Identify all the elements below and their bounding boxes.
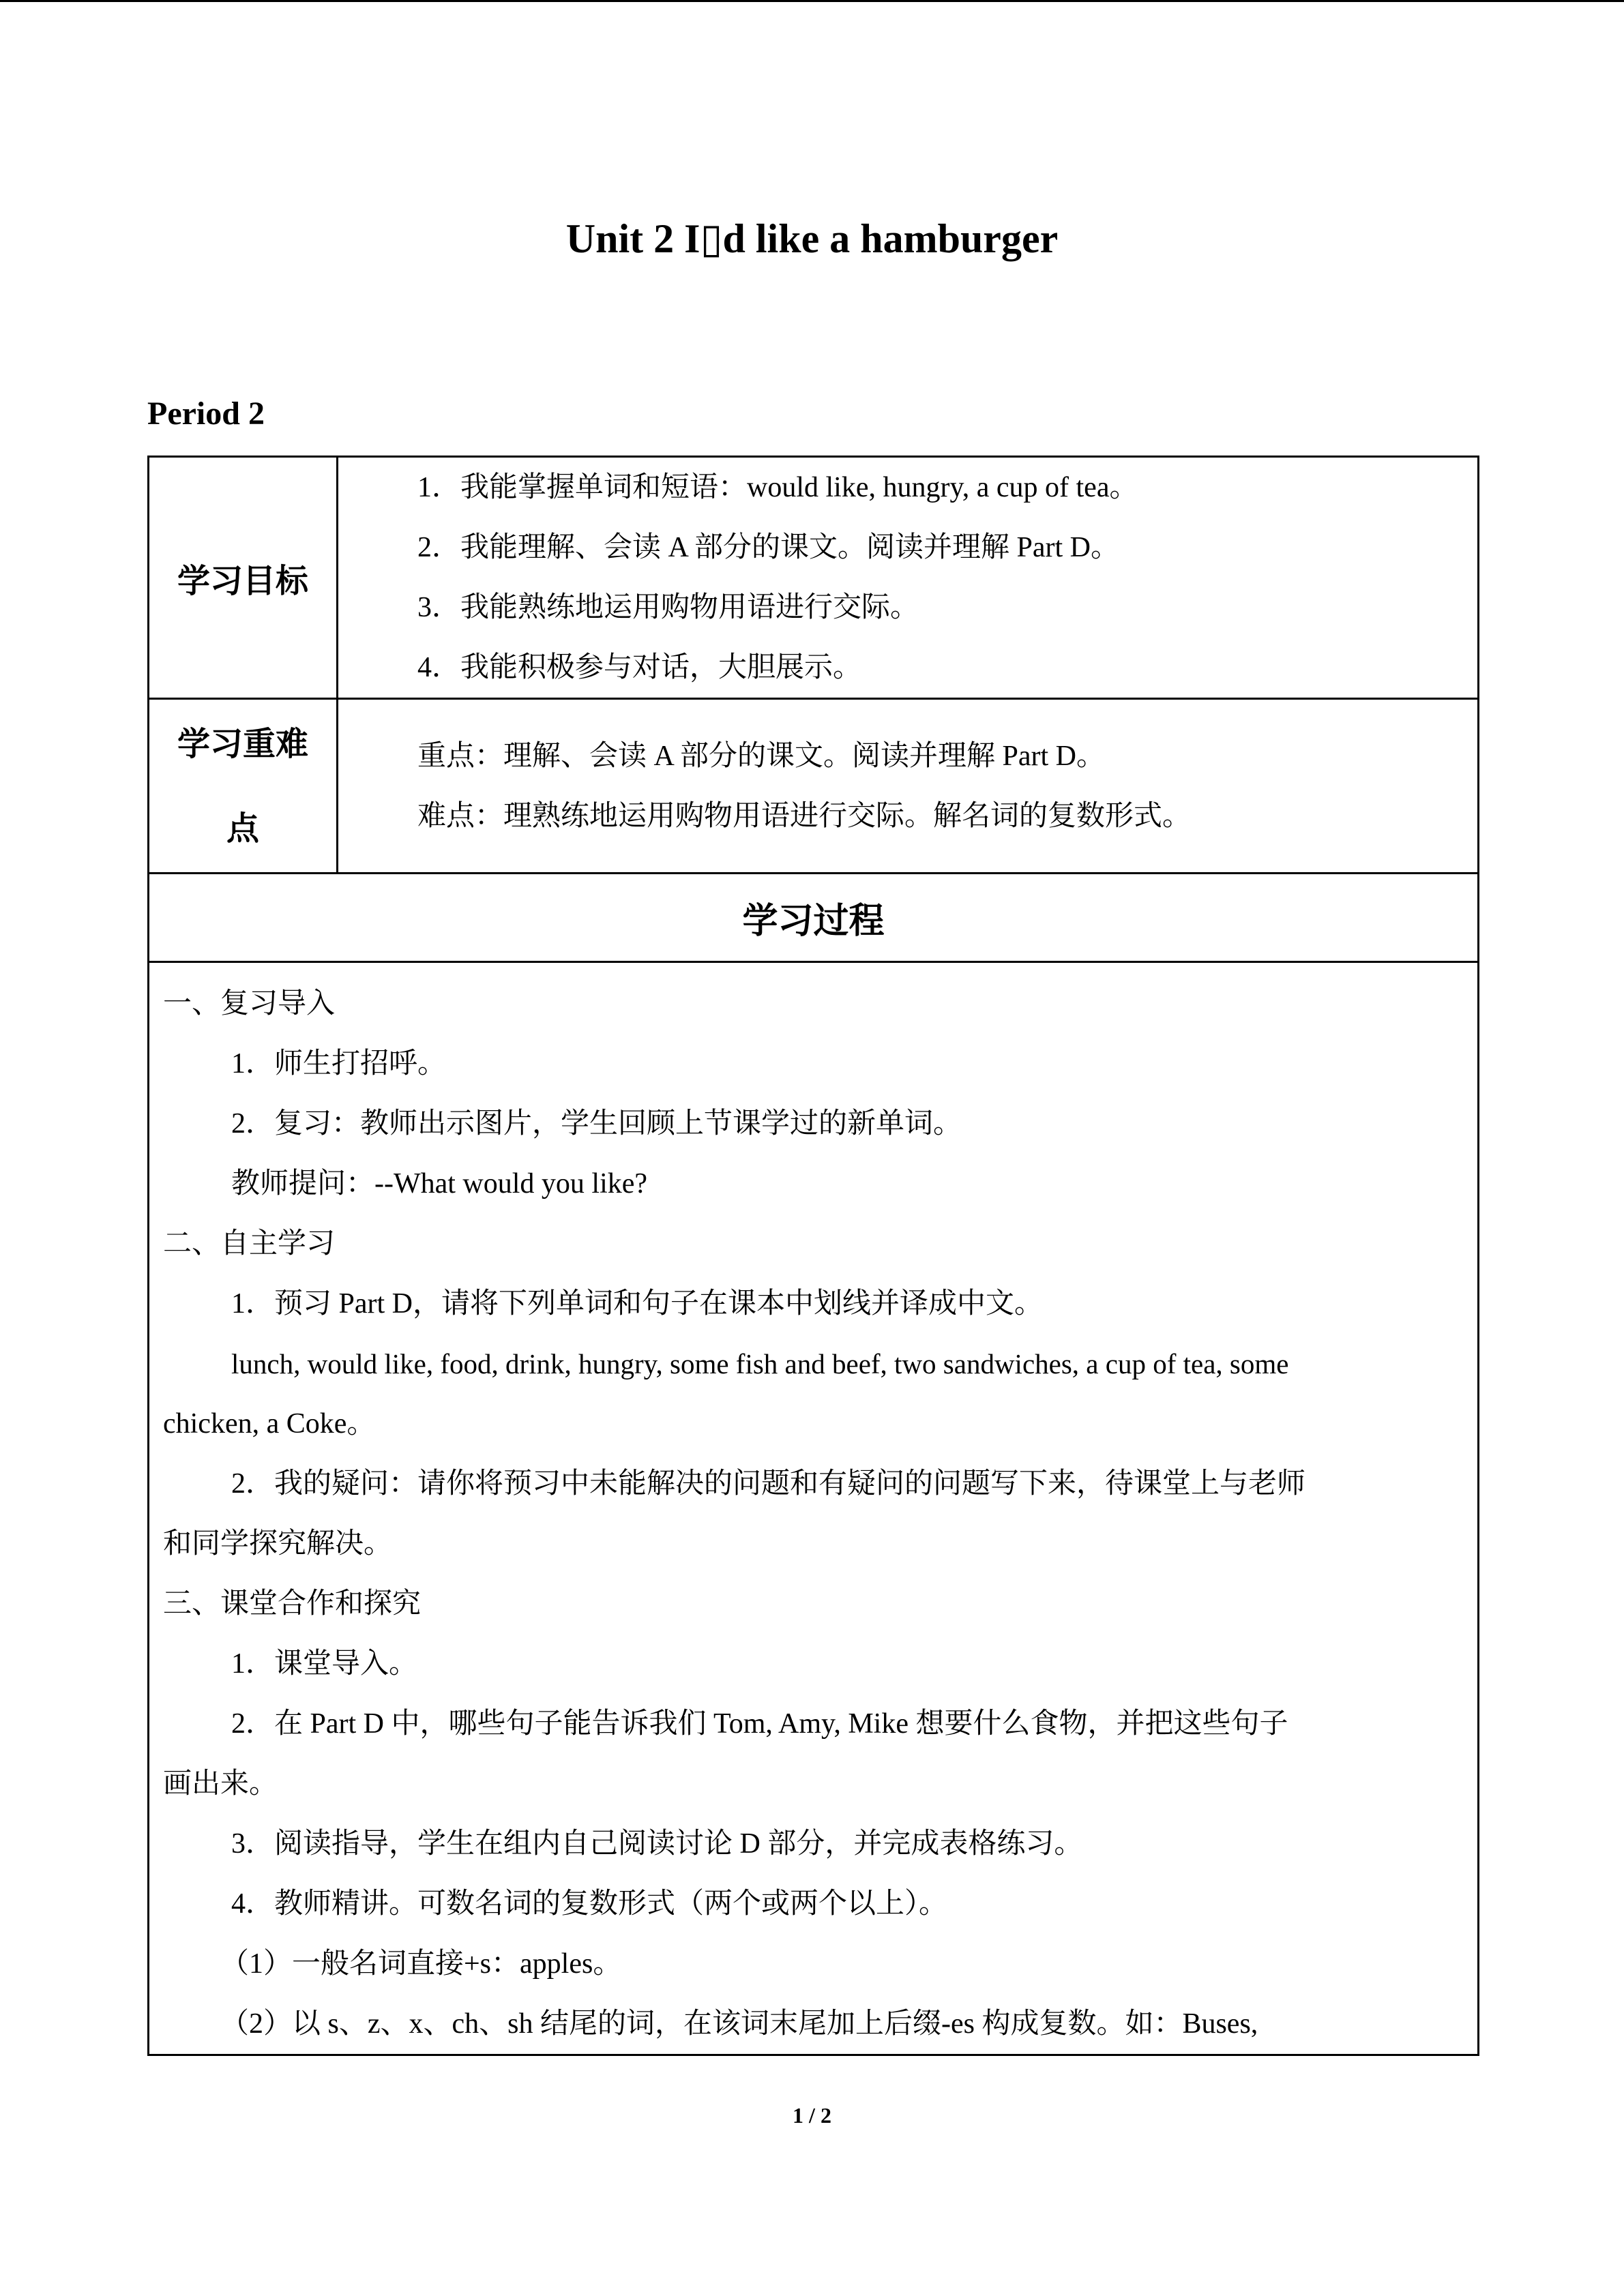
process-line: 教师提问：--What would you like? [231, 1168, 648, 1199]
goals-content-cell [338, 457, 1479, 699]
goals-row [149, 457, 1479, 699]
key-point-item: 重点：理解、会读 A 部分的课文。阅读并理解 Part D。 [417, 740, 1106, 772]
goal-item: 2．我能理解、会读 A 部分的课文。阅读并理解 Part D。 [417, 532, 1120, 563]
goals-label: 学习目标 [177, 561, 308, 600]
process-line: 3．阅读指导，学生在组内自己阅读讨论 D 部分，并完成表格练习。 [231, 1828, 1083, 1860]
period-heading: Period 2 [147, 396, 265, 432]
process-header-row [149, 874, 1479, 962]
goal-item: 1．我能掌握单词和短语：would like, hungry, a cup of tea。 [417, 472, 1138, 503]
process-body-row [149, 962, 1479, 2055]
plural-rule-line: （2）以 s、z、x、ch、sh 结尾的词，在该词末尾加上后缀-es 构成复数。如：Buses, [220, 2008, 1258, 2040]
key-points-label-cell [149, 699, 338, 874]
top-border-line [0, 0, 1624, 2]
section-heading-self-study: 二、自主学习 [163, 1228, 336, 1259]
process-body-cell [149, 962, 1479, 2055]
section-heading-cooperation: 三、课堂合作和探究 [163, 1588, 422, 1620]
section-heading-review: 一、复习导入 [163, 988, 336, 1019]
process-line: 1．师生打招呼。 [231, 1048, 447, 1079]
key-points-label-line2: 点 [226, 809, 259, 848]
process-line: 2．复习：教师出示图片，学生回顾上节课学过的新单词。 [231, 1108, 962, 1139]
key-points-row [149, 699, 1479, 874]
key-point-item: 难点：理熟练地运用购物用语进行交际。解名词的复数形式。 [417, 800, 1192, 832]
process-header: 学习过程 [149, 874, 1479, 962]
lesson-plan-table [147, 456, 1479, 2056]
vocabulary-line: chicken, a Coke。 [163, 1408, 376, 1440]
goal-item: 3．我能熟练地运用购物用语进行交际。 [417, 592, 919, 623]
process-line: 2．在 Part D 中，哪些句子能告诉我们 Tom, Amy, Mike 想要什么食物，并把这些句子 [231, 1708, 1288, 1740]
question-line: 和同学探究解决。 [163, 1528, 393, 1560]
process-line: 1．课堂导入。 [231, 1648, 418, 1680]
plural-rule-line: （1）一般名词直接+s：apples。 [220, 1948, 622, 1980]
process-line: 1．预习 Part D，请将下列单词和句子在课本中划线并译成中文。 [231, 1288, 1043, 1320]
process-line: 画出来。 [163, 1768, 278, 1800]
key-points-content-cell [338, 699, 1479, 874]
goal-item: 4．我能积极参与对话，大胆展示。 [417, 652, 862, 683]
document-title: Unit 2 I▯d like a hamburger [565, 216, 1059, 261]
page-number: 1 / 2 [793, 2103, 831, 2128]
process-line: 4．教师精讲。可数名词的复数形式（两个或两个以上）。 [231, 1888, 948, 1920]
question-line: 2．我的疑问：请你将预习中未能解决的问题和有疑问的问题写下来，待课堂上与老师 [231, 1468, 1306, 1500]
vocabulary-line: lunch, would like, food, drink, hungry, some fish and beef, two sandwiches, a cup of tea, some [231, 1348, 1289, 1380]
key-points-label-line1: 学习重难 [177, 724, 308, 763]
